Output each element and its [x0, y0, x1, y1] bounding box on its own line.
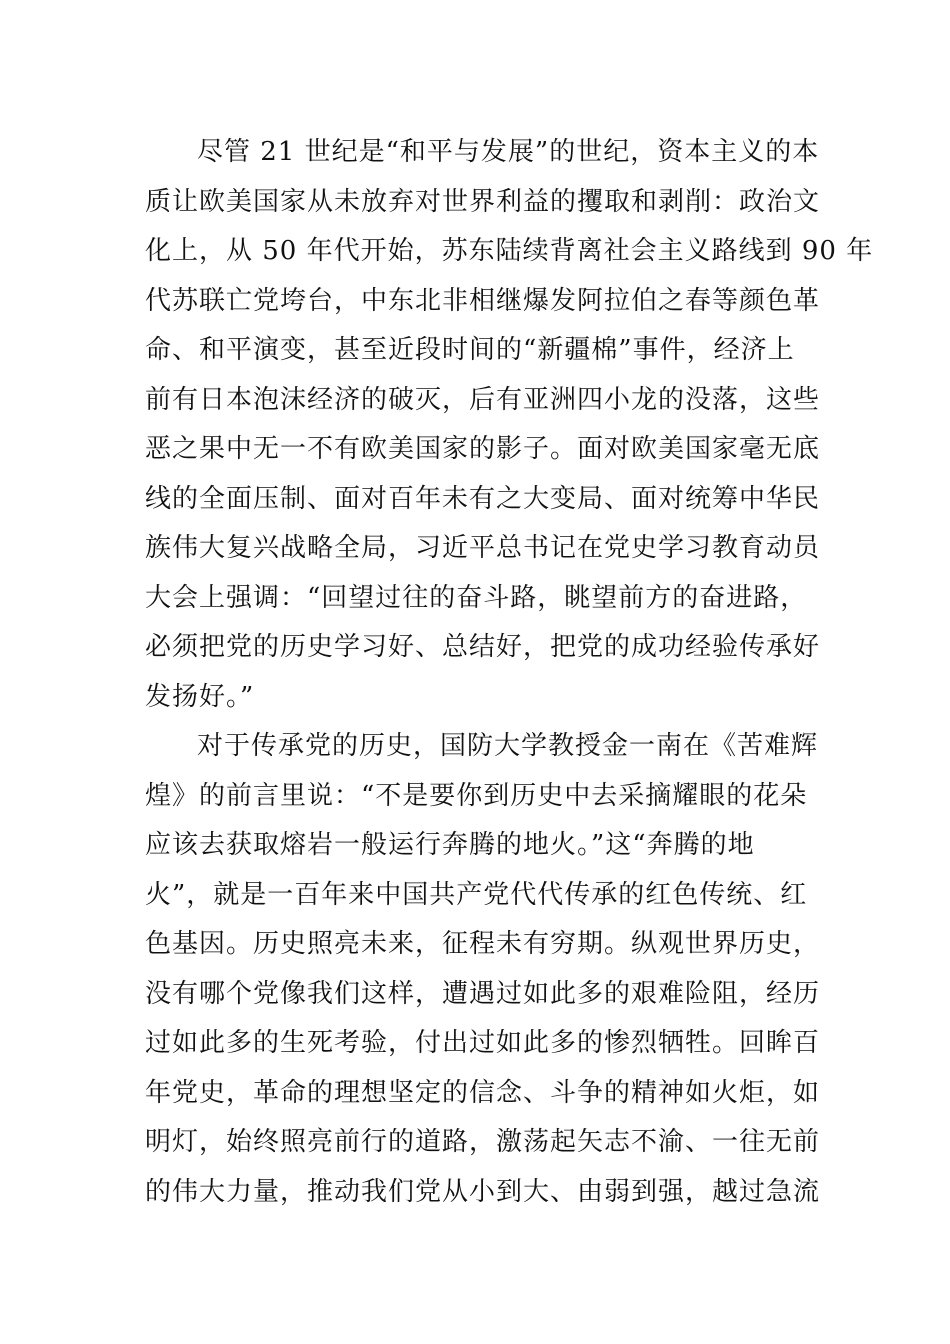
- paragraph-line: 代苏联亡党垮台，中东北非相继爆发阿拉伯之春等颜色革: [145, 285, 821, 316]
- paragraph-2: [145, 722, 821, 1217]
- paragraph-line: 命、和平演变，甚至近段时间的“新疆棉”事件，经济上: [145, 335, 795, 365]
- paragraph-line: 大会上强调：“回望过往的奋斗路，眺望前方的奋进路，: [145, 582, 808, 613]
- paragraph-line: 恶之果中无一不有欧美国家的影子。面对欧美国家毫无底: [145, 434, 821, 464]
- paragraph-line: 尽管 21 世纪是“和平与发展”的世纪，资本主义的本: [197, 137, 820, 167]
- paragraph-line: 明灯，始终照亮前行的道路，激荡起矢志不渝、一往无前: [145, 1127, 821, 1157]
- paragraph-line: 化上，从 50 年代开始，苏东陆续背离社会主义路线到 90 年: [145, 236, 874, 266]
- paragraph-line: 对于传承党的历史，国防大学教授金一南在《苦难辉: [197, 731, 819, 761]
- paragraph-1: [145, 128, 874, 722]
- paragraph-line: 发扬好。”: [145, 681, 255, 712]
- paragraph-line: 线的全面压制、面对百年未有之大变局、面对统筹中华民: [145, 483, 821, 514]
- paragraph-line: 过如此多的生死考验，付出过如此多的惨烈牺牲。回眸百: [145, 1028, 821, 1058]
- paragraph-line: 火”，就是一百年来中国共产党代代传承的红色传统、红: [145, 879, 808, 910]
- paragraph-line: 族伟大复兴战略全局，习近平总书记在党史学习教育动员: [145, 533, 821, 563]
- paragraph-line: 煌》的前言里说：“不是要你到历史中去采摘耀眼的花朵: [145, 780, 808, 811]
- paragraph-line: 没有哪个党像我们这样，遭遇过如此多的艰难险阻，经历: [145, 978, 821, 1009]
- paragraph-line: 应该去获取熔岩一般运行奔腾的地火。”这“奔腾的地: [145, 830, 755, 860]
- paragraph-line: 色基因。历史照亮未来，征程未有穷期。纵观世界历史，: [145, 929, 821, 959]
- paragraph-line: 前有日本泡沫经济的破灭，后有亚洲四小龙的没落，这些: [145, 384, 821, 415]
- paragraph-line: 的伟大力量，推动我们党从小到大、由弱到强，越过急流: [145, 1176, 821, 1207]
- paragraph-line: 质让欧美国家从未放弃对世界利益的攫取和剥削：政治文: [145, 186, 821, 217]
- paragraph-line: 必须把党的历史学习好、总结好，把党的成功经验传承好: [145, 632, 821, 662]
- paragraph-line: 年党史，革命的理想坚定的信念、斗争的精神如火炬，如: [145, 1077, 821, 1108]
